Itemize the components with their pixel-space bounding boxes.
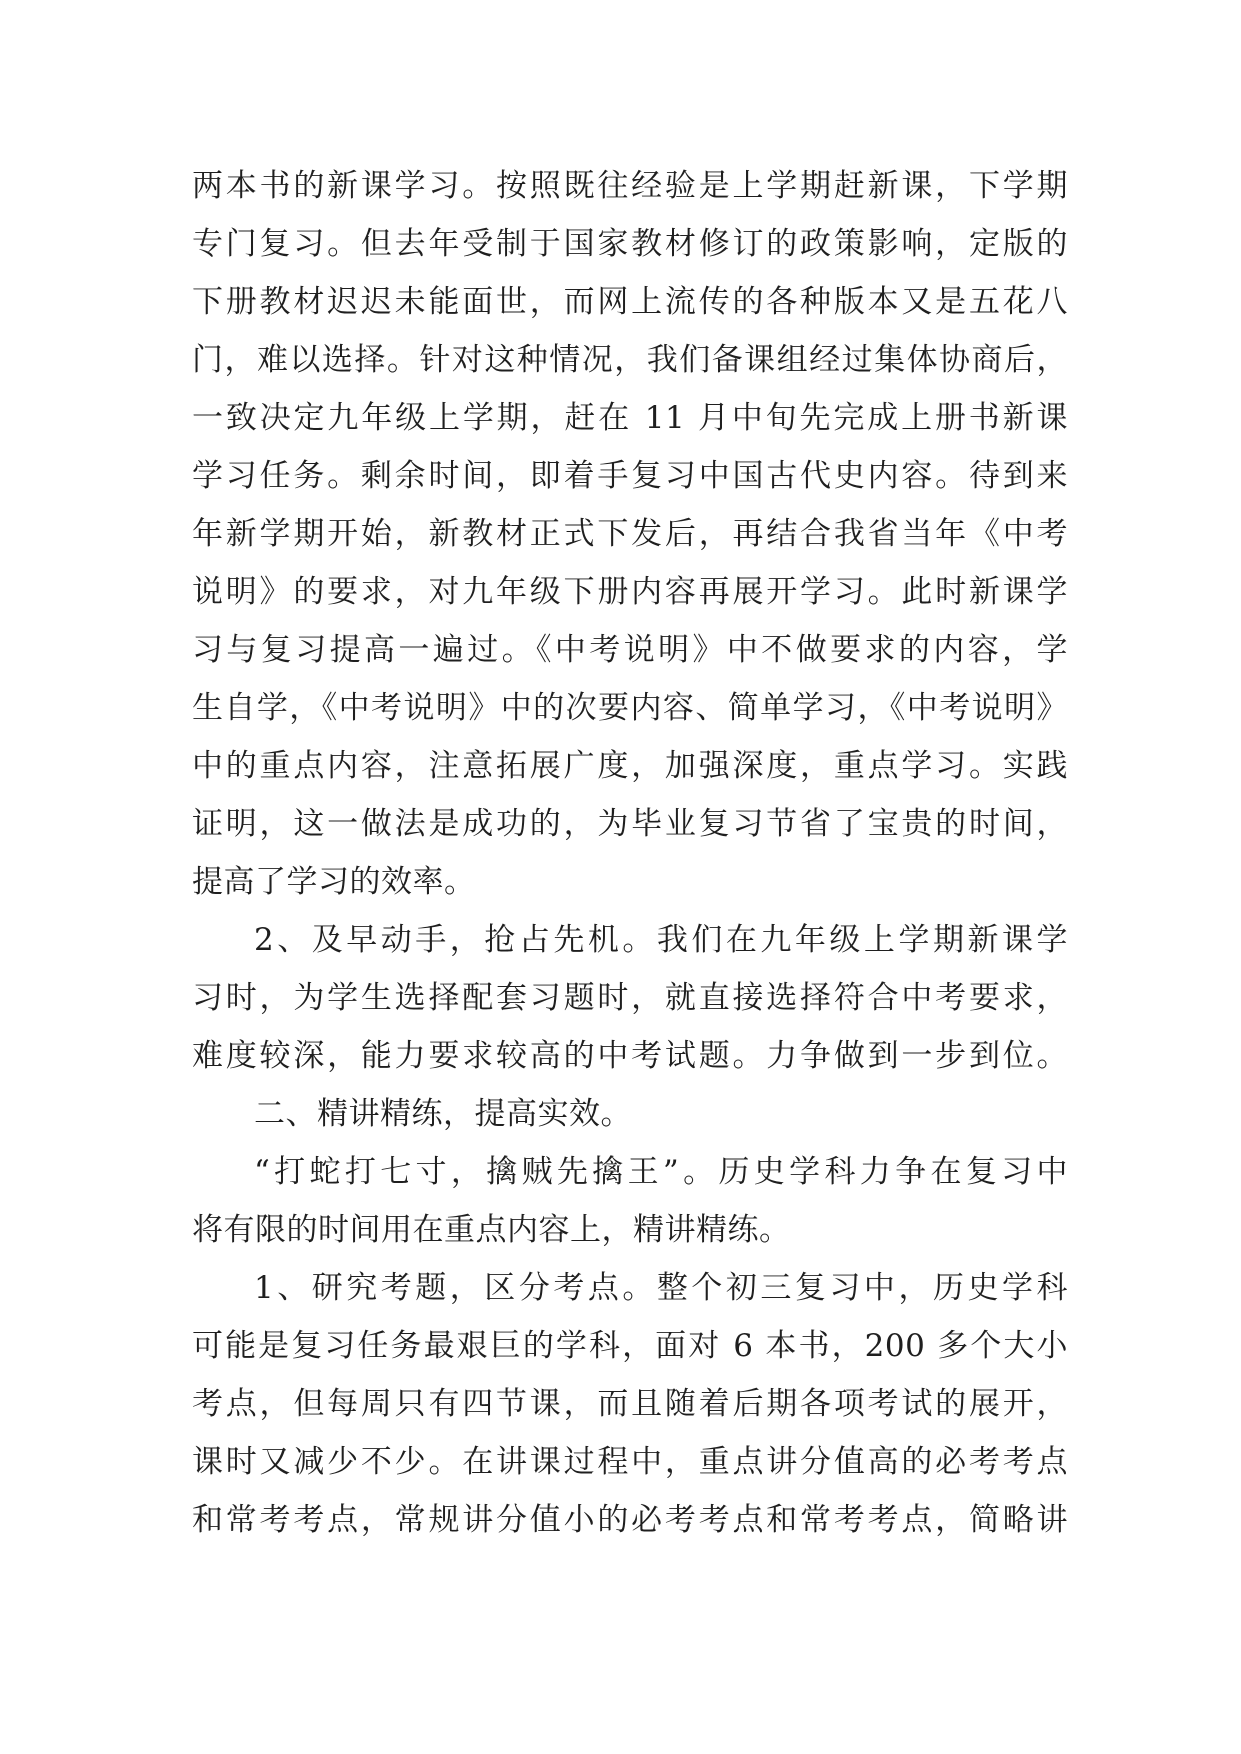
text-line: 门，难以选择。针对这种情况，我们备课组经过集体协商后， — [192, 342, 1068, 378]
text-line: 说明》的要求，对九年级下册内容再展开学习。此时新课学 — [192, 574, 1068, 610]
text-line: 考点，但每周只有四节课，而且随着后期各项考试的展开， — [192, 1386, 1068, 1422]
text-line: 2、及早动手，抢占先机。我们在九年级上学期新课学 — [254, 922, 1068, 958]
text-line: 和常考考点，常规讲分值小的必考考点和常考考点，简略讲 — [192, 1502, 1068, 1538]
text-line: 生自学，《中考说明》中的次要内容、简单学习，《中考说明》 — [192, 690, 1068, 726]
text-line: 两本书的新课学习。按照既往经验是上学期赶新课，下学期 — [192, 168, 1068, 204]
body-text — [192, 157, 1068, 1549]
text-line: 下册教材迟迟未能面世，而网上流传的各种版本又是五花八 — [192, 284, 1068, 320]
text-line: 习与复习提高一遍过。《中考说明》中不做要求的内容，学 — [192, 632, 1068, 668]
text-line: 1、研究考题，区分考点。整个初三复习中，历史学科 — [254, 1270, 1068, 1306]
text-line: 将有限的时间用在重点内容上，精讲精练。 — [192, 1212, 791, 1248]
text-line: 难度较深，能力要求较高的中考试题。力争做到一步到位。 — [192, 1038, 1068, 1074]
text-line: 可能是复习任务最艰巨的学科，面对 6 本书，200 多个大小 — [192, 1328, 1068, 1364]
text-line: 提高了学习的效率。 — [192, 864, 476, 900]
text-line: 习时，为学生选择配套习题时，就直接选择符合中考要求， — [192, 980, 1068, 1016]
text-line: 证明，这一做法是成功的，为毕业复习节省了宝贵的时间， — [192, 806, 1068, 842]
section-heading: 二、精讲精练，提高实效。 — [254, 1096, 632, 1132]
text-line: “打蛇打七寸，擒贼先擒王”。历史学科力争在复习中 — [254, 1154, 1068, 1190]
text-line: 专门复习。但去年受制于国家教材修订的政策影响，定版的 — [192, 226, 1068, 262]
text-line: 一致决定九年级上学期，赶在 11 月中旬先完成上册书新课 — [192, 400, 1068, 436]
text-line: 学习任务。剩余时间，即着手复习中国古代史内容。待到来 — [192, 458, 1068, 494]
text-line: 课时又减少不少。在讲课过程中，重点讲分值高的必考考点 — [192, 1444, 1068, 1480]
text-line: 年新学期开始，新教材正式下发后，再结合我省当年《中考 — [192, 516, 1068, 552]
text-line: 中的重点内容，注意拓展广度，加强深度，重点学习。实践 — [192, 748, 1068, 784]
